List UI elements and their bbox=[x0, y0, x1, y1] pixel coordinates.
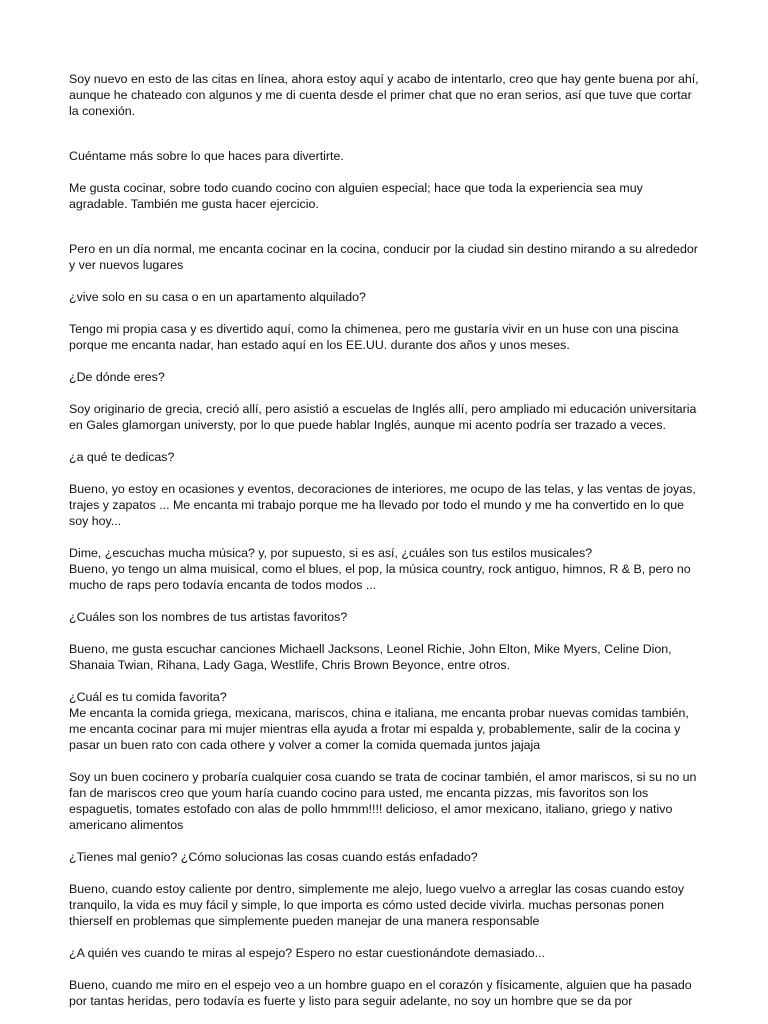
answer-origin: Soy originario de grecia, creció allí, pero asistió a escuelas de Inglés allí, pero ampliado mi educación universitaria en Gales glamorgan universty, por lo que puede hablar Inglés, aunque mi acento podría ser trazado a veces. bbox=[69, 402, 697, 432]
question-mirror: ¿A quién ves cuando te miras al espejo? Espero no estar cuestionándote demasiado... bbox=[69, 946, 545, 960]
answer-cooking: Soy un buen cocinero y probaría cualquier cosa cuando se trata de cocinar también, el amor mariscos, si su no un fan de mariscos creo que youm haría cuando cocino para usted, me encanta pizzas, mis favoritos son los espaguetis, tomates estofado con alas de pollo hmmm!!!! delicioso, el amor mexicano, italiano, griego y nativo americano alimentos bbox=[69, 770, 697, 832]
question-fun: Cuéntame más sobre lo que haces para divertirte. bbox=[69, 149, 344, 163]
question-temper: ¿Tienes mal genio? ¿Cómo solucionas las cosas cuando estás enfadado? bbox=[69, 850, 478, 864]
answer-artists: Bueno, me gusta escuchar canciones Michaell Jacksons, Leonel Richie, John Elton, Mike Myers, Celine Dion, Shanaia Twian, Rihana, Lady Gaga, Westlife, Chris Brown Beyonce, entre otros. bbox=[69, 642, 672, 672]
paragraph-intro: Soy nuevo en esto de las citas en línea, ahora estoy aquí y acabo de intentarlo, creo que hay gente buena por ahí, aunque he chateado con algunos y me di cuenta desde el primer chat que no eran serios, así que tuve que cortar la conexión. bbox=[69, 72, 699, 118]
answer-job: Bueno, yo estoy en ocasiones y eventos, decoraciones de interiores, me ocupo de las telas, y las ventas de joyas, trajes y zapatos ... Me encanta mi trabajo porque me ha llevado por todo el mundo y me ha convertido en lo que soy hoy... bbox=[69, 482, 696, 528]
answer-mirror: Bueno, cuando me miro en el espejo veo a un hombre guapo en el corazón y físicamente, alguien que ha pasado por tantas heridas, pero todavía es fuerte y listo para seguir adelante, no soy un hombre que se da por bbox=[69, 978, 692, 1008]
answer-temper: Bueno, cuando estoy caliente por dentro, simplemente me alejo, luego vuelvo a arreglar las cosas cuando estoy tranquilo, la vida es muy fácil y simple, lo que importa es cómo usted decide vivirla. muchas personas ponen thierself en problemas que simplemente pueden manejar de una manera responsable bbox=[69, 882, 685, 928]
answer-normal-day: Pero en un día normal, me encanta cocinar en la cocina, conducir por la ciudad sin destino mirando a su alrededor y ver nuevos lugares bbox=[69, 242, 698, 272]
answer-music: Bueno, yo tengo un alma muisical, como el blues, el pop, la música country, rock antiguo, himnos, R & B, pero no mucho de raps pero todavía encanta de todos modos ... bbox=[69, 562, 691, 592]
document-body bbox=[69, 71, 701, 1024]
answer-house: Tengo mi propia casa y es divertido aquí, como la chimenea, pero me gustaría vivir en un huse con una piscina porque me encanta nadar, han estado aquí en los EE.UU. durante dos años y unos meses. bbox=[69, 322, 679, 352]
answer-food: Me encanta la comida griega, mexicana, mariscos, china e italiana, me encanta probar nuevas comidas también, me encanta cocinar para mi mujer mientras ella ayuda a frotar mi espalda y, probablemente, salir de la cocina y pasar un buen rato con cada othere y volver a comer la comida quemada juntos jajaja bbox=[69, 706, 689, 752]
question-food: ¿Cuál es tu comida favorita? bbox=[69, 690, 227, 704]
question-house: ¿vive solo en su casa o en un apartamento alquilado? bbox=[69, 290, 366, 304]
question-music: Dime, ¿escuchas mucha música? y, por supuesto, si es así, ¿cuáles son tus estilos musicales? bbox=[69, 546, 593, 560]
question-artists: ¿Cuáles son los nombres de tus artistas favoritos? bbox=[69, 610, 348, 624]
question-job: ¿a qué te dedicas? bbox=[69, 450, 175, 464]
question-origin: ¿De dónde eres? bbox=[69, 370, 165, 384]
answer-fun: Me gusta cocinar, sobre todo cuando cocino con alguien especial; hace que toda la experiencia sea muy agradable. También me gusta hacer ejercicio. bbox=[69, 181, 643, 211]
